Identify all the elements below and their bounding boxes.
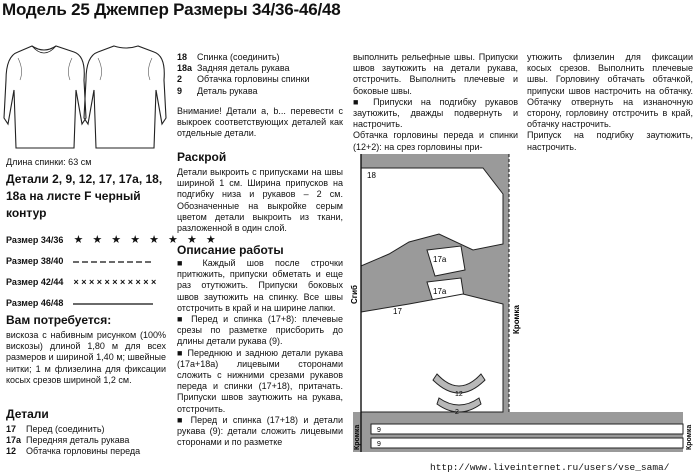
details-heading: Детали 2, 9, 12, 17, 17а, 18, 18а на листе F черный контур: [6, 172, 163, 220]
size-label: Размер 38/40: [6, 255, 64, 266]
materials-text: вискоза с набивным рисунком (100% вискозы) длиной 1,80 м для всех размеров и шириной 1,40 м; швейные нитки; 1 м флизелина для фиксации косых срезов шириной 1,2 см.: [6, 330, 166, 385]
selvage-label-right: Кромка: [512, 305, 521, 334]
parts-list: [6, 424, 172, 458]
list-item: 17 Перед (соединить): [6, 424, 105, 434]
label-9b: 9: [377, 441, 381, 448]
work-paragraph: ■ Переднюю и заднюю детали рукава (17а+18а) лицевыми сторонами сложить с нижними срезами рукавов переда и спинки (17+18), притачать. Припуски швов заутюжить на рукава, отстрочить.: [177, 347, 343, 414]
size-marker-solid: [73, 297, 153, 309]
pattern-piece-17: [361, 294, 503, 412]
list-item: 18а Задняя деталь рукава: [177, 63, 290, 74]
cutting-heading: Раскрой: [177, 150, 227, 164]
work-text: [177, 258, 343, 448]
pattern-piece-9b: [371, 438, 683, 448]
label-12: 12: [455, 391, 463, 398]
fold-label: Сгиб: [350, 285, 359, 304]
selvage-label-left: Кромка: [354, 424, 361, 450]
work-paragraph: ■ Каждый шов после строчки притюжить, припуски обметать и еще раз отутюжить. Припуски боковых швов заутюжить на спинку. Все швы отстрочить в край и на ширине лапки.: [177, 258, 343, 313]
page-title: Модель 25 Джемпер Размеры 34/36-46/48: [2, 0, 341, 19]
label-9a: 9: [377, 427, 381, 434]
size-legend: [6, 229, 219, 313]
jumper-sketch: [4, 40, 168, 158]
size-label: Размер 42/44: [6, 276, 64, 287]
list-item: 17а Передняя деталь рукава: [6, 435, 130, 446]
label-17: 17: [393, 307, 402, 316]
size-marker-crosses: × × × × × × × × × × ×: [73, 276, 157, 287]
size-row: [6, 250, 166, 271]
label-17a-2: 17а: [433, 287, 447, 296]
col3-text: выполнить рельефные швы. Припуски швов заутюжить на детали рукава, отстрочить. Выполнить плечевые и боковые швы. ■ Припуски на подгибку рукавов заутюжить, дважды подвернуть и настрочить. Обтачка горловины переда и спинки (12+2): на срез горловины при-: [353, 52, 518, 152]
materials-heading: Вам потребуется:: [6, 313, 112, 327]
size-label: Размер 46/48: [6, 297, 64, 308]
source-watermark: http://www.liveinternet.ru/users/vse_sama/: [430, 462, 670, 473]
label-18: 18: [367, 171, 376, 180]
size-row: [6, 292, 166, 313]
selvage-label-bottom-right: Кромка: [686, 424, 693, 450]
size-row: [6, 229, 219, 250]
work-paragraph: ■ Перед и спинка (17+18) и детали рукава (9): детали сложить лицевыми сторонами и по разметке: [177, 414, 343, 448]
col4-text: утюжить флизелин для фиксации косых срезов. Выполнить плечевые швы. Горловину обтачать обтачкой, припуски швов настрочить на обтачку. Обтачку отвернуть на изнаночную сторону, горловину отстрочить в край, обтачку настрочить. Припуск на подгибку заутюжить, настрочить.: [527, 52, 693, 152]
attention-note: Внимание! Детали a, b... перевести с выкроек соответствующих деталей как отдельные детали.: [177, 106, 343, 139]
list-item: 9 Деталь рукава: [177, 85, 258, 96]
back-length: Длина спинки: 63 см: [6, 157, 92, 167]
size-marker-dashed: [73, 255, 153, 267]
work-paragraph: ■ Перед и спинка (17+8): плечевые срезы по разметке присборить до длины детали рукава (9).: [177, 314, 343, 347]
list-item: 12 Обтачка горловины переда: [6, 446, 141, 457]
work-heading: Описание работы: [177, 243, 284, 257]
size-marker-stars: ★ ★ ★ ★ ★ ★ ★ ★: [73, 234, 219, 246]
parts-list-cont: [177, 52, 345, 97]
list-item: 18 Спинка (соединить): [177, 52, 280, 62]
parts-heading: Детали: [6, 407, 49, 421]
label-2: 2: [455, 409, 459, 416]
size-row: [6, 271, 166, 292]
cutting-layout-diagram: [350, 154, 693, 466]
pattern-piece-9a: [371, 424, 683, 434]
size-label: Размер 34/36: [6, 234, 64, 245]
cutting-text: Детали выкроить с припусками на швы шириной 1 см. Ширина припусков на подгибку низа и рукавов – 2 см. Обозначенные на выкройке серым цветом детали выкроить из ткани, разложенной в один слой.: [177, 167, 343, 234]
list-item: 2 Обтачка горловины спинки: [177, 74, 310, 85]
label-17a-1: 17а: [433, 255, 447, 264]
